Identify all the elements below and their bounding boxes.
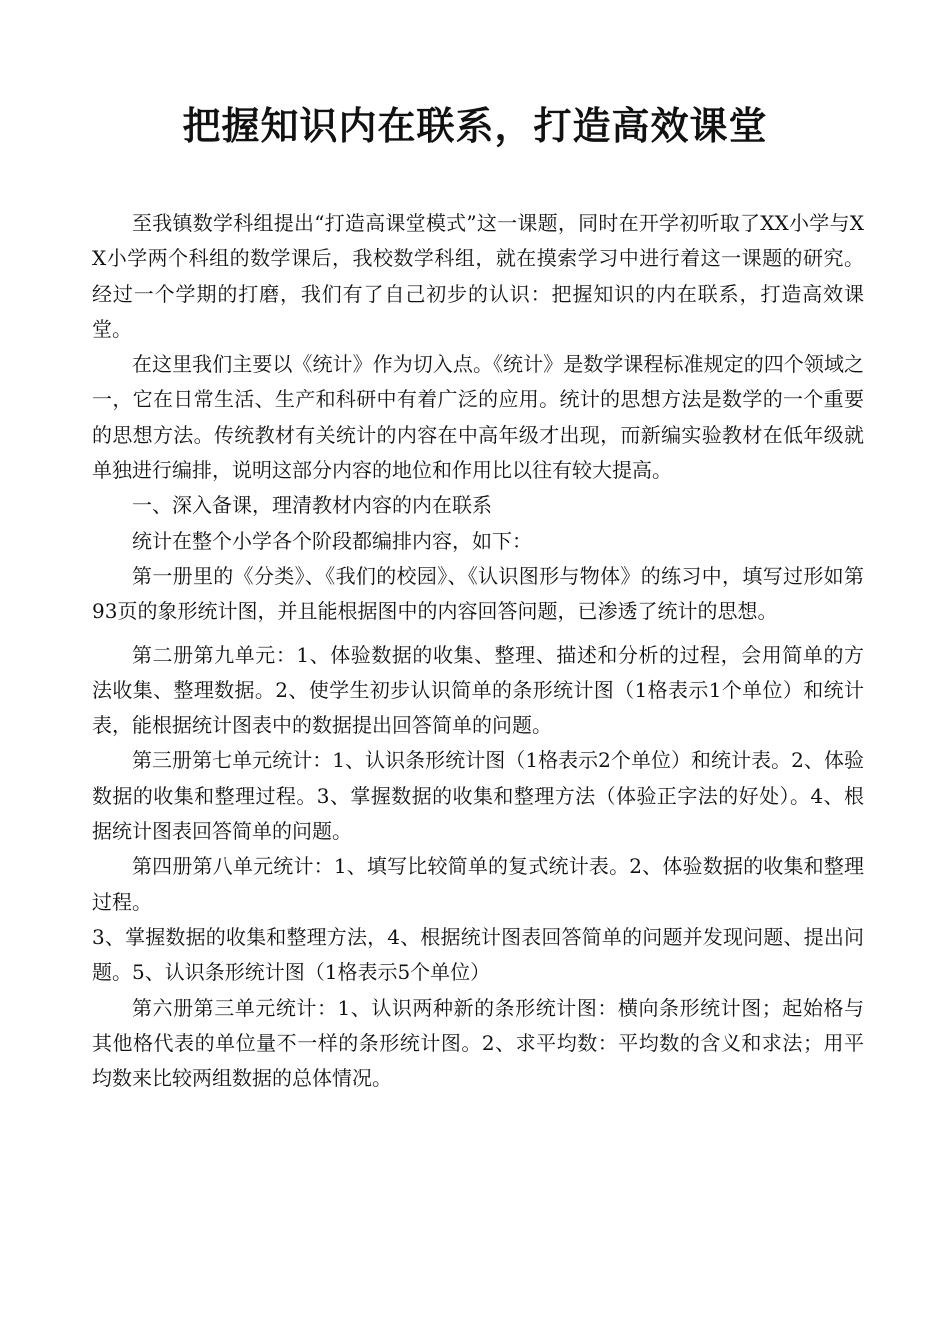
paragraph-book-four-continued: 3、掌握数据的收集和整理方法，4、根据统计图表回答简单的问题并发现问题、提出问题。5、认识条形统计图（1格表示5个单位）	[92, 924, 864, 985]
document-title: 把握知识内在联系，打造高效课堂	[182, 103, 768, 148]
paragraph-book-one: 第一册里的《分类》、《我们的校园》、《认识图形与物体》的练习中，填写过形如第93页的象形统计图，并且能根据图中的内容回答问题，已渗透了统计的思想。	[92, 563, 864, 624]
paragraph-book-three: 第三册第七单元统计：1、认识条形统计图（1格表示2个单位）和统计表。2、体验数据的收集和整理过程。3、掌握数据的收集和整理方法（体验正字法的好处）。4、根据统计图表回答简单的问题。	[92, 748, 864, 844]
paragraph-book-six: 第六册第三单元统计：1、认识两种新的条形统计图：横向条形统计图；起始格与其他格代表的单位量不一样的条形统计图。2、求平均数：平均数的含义和求法；用平均数来比较两组数据的总体情况。	[92, 995, 864, 1091]
section-heading-one: 一、深入备课，理清教材内容的内在联系	[132, 493, 492, 518]
paragraph-intro: 至我镇数学科组提出“打造高课堂模式”这一课题，同时在开学初听取了XX小学与XX小学两个科组的数学课后，我校数学科组，就在摸索学习中进行着这一课题的研究。经过一个学期的打磨，我们有了自己初步的认识：把握知识的内在联系，打造高效课堂。	[92, 211, 864, 341]
paragraph-book-two: 第二册第九单元：1、体验数据的收集、整理、描述和分析的过程，会用简单的方法收集、整理数据。2、使学生初步认识简单的条形统计图（1格表示1个单位）和统计表，能根据统计图表中的数据提出回答简单的问题。	[92, 642, 864, 738]
paragraph-statistics-context: 在这里我们主要以《统计》作为切入点。《统计》是数学课程标准规定的四个领域之一，它在日常生活、生产和科研中有着广泛的应用。统计的思想方法是数学的一个重要的思想方法。传统教材有关统计的内容在中高年级才出现，而新编实验教材在低年级就单独进行编排，说明这部分内容的地位和作用比以往有较大提高。	[92, 352, 864, 483]
document-body	[92, 206, 864, 1096]
paragraph-overview: 统计在整个小学各个阶段都编排内容，如下：	[132, 528, 532, 553]
paragraph-book-four: 第四册第八单元统计：1、填写比较简单的复式统计表。2、体验数据的收集和整理过程。	[92, 854, 864, 914]
